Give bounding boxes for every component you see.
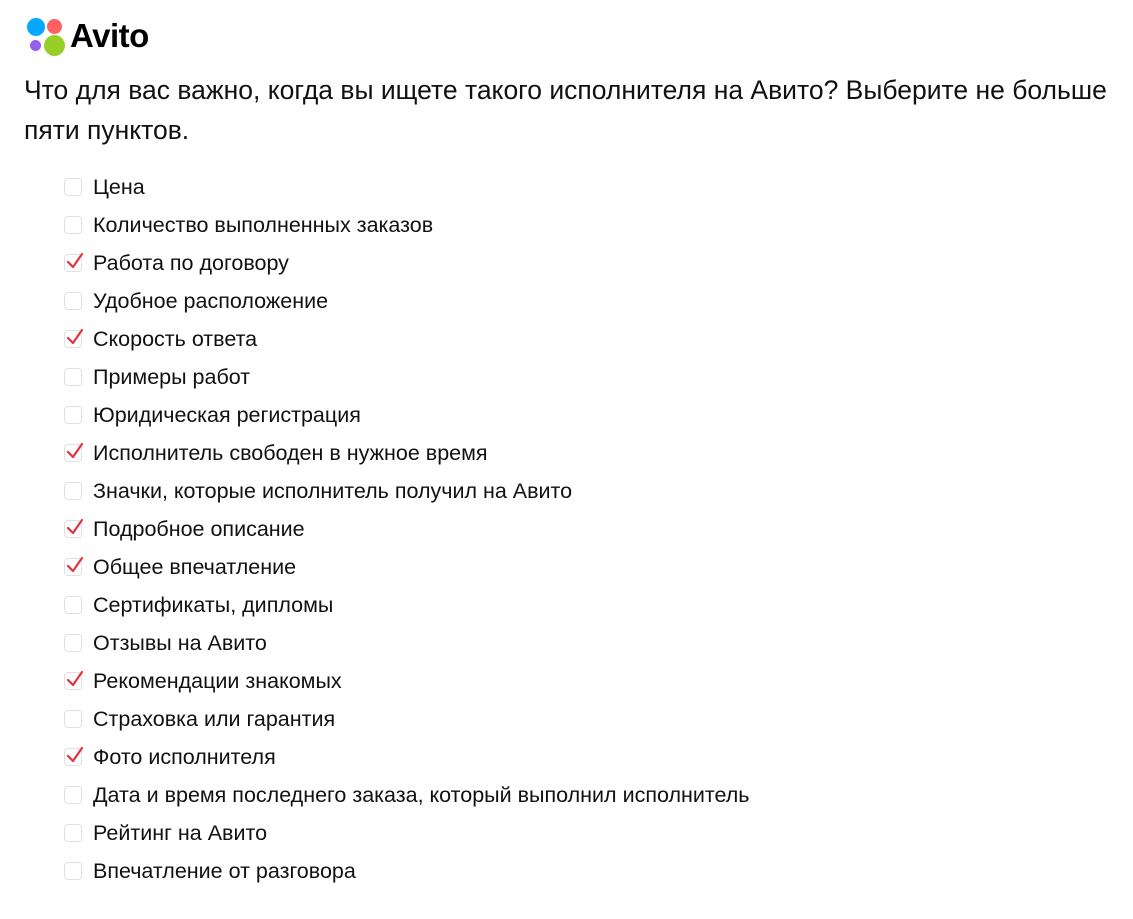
checkbox[interactable] — [64, 710, 82, 728]
option-label: Впечатление от разговора — [93, 858, 356, 883]
option-item[interactable] — [64, 510, 749, 548]
checkbox[interactable] — [64, 406, 82, 424]
option-label: Отзывы на Авито — [93, 630, 267, 655]
option-label: Количество выполненных заказов — [93, 212, 434, 237]
option-label: Дата и время последнего заказа, который выполнил исполнитель — [93, 782, 750, 807]
option-label: Страховка или гарантия — [93, 706, 336, 731]
checkbox[interactable] — [64, 444, 82, 462]
option-item[interactable] — [64, 206, 749, 244]
checkbox[interactable] — [64, 520, 82, 538]
option-label: Рекомендации знакомых — [93, 668, 342, 693]
option-item[interactable] — [64, 814, 749, 852]
checkmark-icon — [65, 745, 85, 765]
checkbox[interactable] — [64, 824, 82, 842]
options-list — [64, 168, 749, 890]
checkbox[interactable] — [64, 786, 82, 804]
checkbox[interactable] — [64, 558, 82, 576]
option-label: Общее впечатление — [93, 554, 297, 579]
option-item[interactable] — [64, 586, 749, 624]
checkmark-icon — [65, 251, 85, 271]
option-item[interactable] — [64, 320, 749, 358]
option-item[interactable] — [64, 396, 749, 434]
checkbox[interactable] — [64, 748, 82, 766]
option-label: Значки, которые исполнитель получил на Авито — [93, 478, 573, 503]
option-item[interactable] — [64, 244, 749, 282]
checkbox[interactable] — [64, 672, 82, 690]
avito-logo[interactable] — [26, 16, 149, 56]
checkbox[interactable] — [64, 292, 82, 310]
option-item[interactable] — [64, 434, 749, 472]
option-item[interactable] — [64, 624, 749, 662]
checkbox[interactable] — [64, 330, 82, 348]
checkbox[interactable] — [64, 368, 82, 386]
option-item[interactable] — [64, 472, 749, 510]
checkbox[interactable] — [64, 862, 82, 880]
option-item[interactable] — [64, 700, 749, 738]
option-item[interactable] — [64, 358, 749, 396]
option-label: Рейтинг на Авито — [93, 820, 268, 845]
option-label: Примеры работ — [93, 364, 251, 389]
option-item[interactable] — [64, 776, 749, 814]
option-label: Подробное описание — [93, 516, 305, 541]
option-label: Удобное расположение — [93, 288, 329, 313]
checkbox[interactable] — [64, 596, 82, 614]
option-item[interactable] — [64, 282, 749, 320]
checkmark-icon — [65, 555, 85, 575]
option-item[interactable] — [64, 168, 749, 206]
logo-text: Avito — [70, 17, 149, 54]
option-label: Фото исполнителя — [93, 744, 276, 769]
option-label: Сертификаты, дипломы — [93, 592, 334, 617]
question-title: Что для вас важно, когда вы ищете такого исполнителя на Авито? Выберите не больше пяти пунктов. — [24, 75, 1107, 145]
checkbox[interactable] — [64, 634, 82, 652]
checkbox[interactable] — [64, 178, 82, 196]
checkbox[interactable] — [64, 482, 82, 500]
checkmark-icon — [65, 669, 85, 689]
option-label: Работа по договору — [93, 250, 289, 275]
checkmark-icon — [65, 441, 85, 461]
checkbox[interactable] — [64, 216, 82, 234]
option-item[interactable] — [64, 662, 749, 700]
option-label: Исполнитель свободен в нужное время — [93, 440, 488, 465]
option-item[interactable] — [64, 738, 749, 776]
option-item[interactable] — [64, 548, 749, 586]
option-label: Юридическая регистрация — [93, 402, 361, 427]
option-item[interactable] — [64, 852, 749, 890]
option-label: Скорость ответа — [93, 326, 258, 351]
logo-dots-icon — [26, 16, 66, 56]
checkmark-icon — [65, 517, 85, 537]
checkmark-icon — [65, 327, 85, 347]
checkbox[interactable] — [64, 254, 82, 272]
option-label: Цена — [93, 174, 145, 199]
